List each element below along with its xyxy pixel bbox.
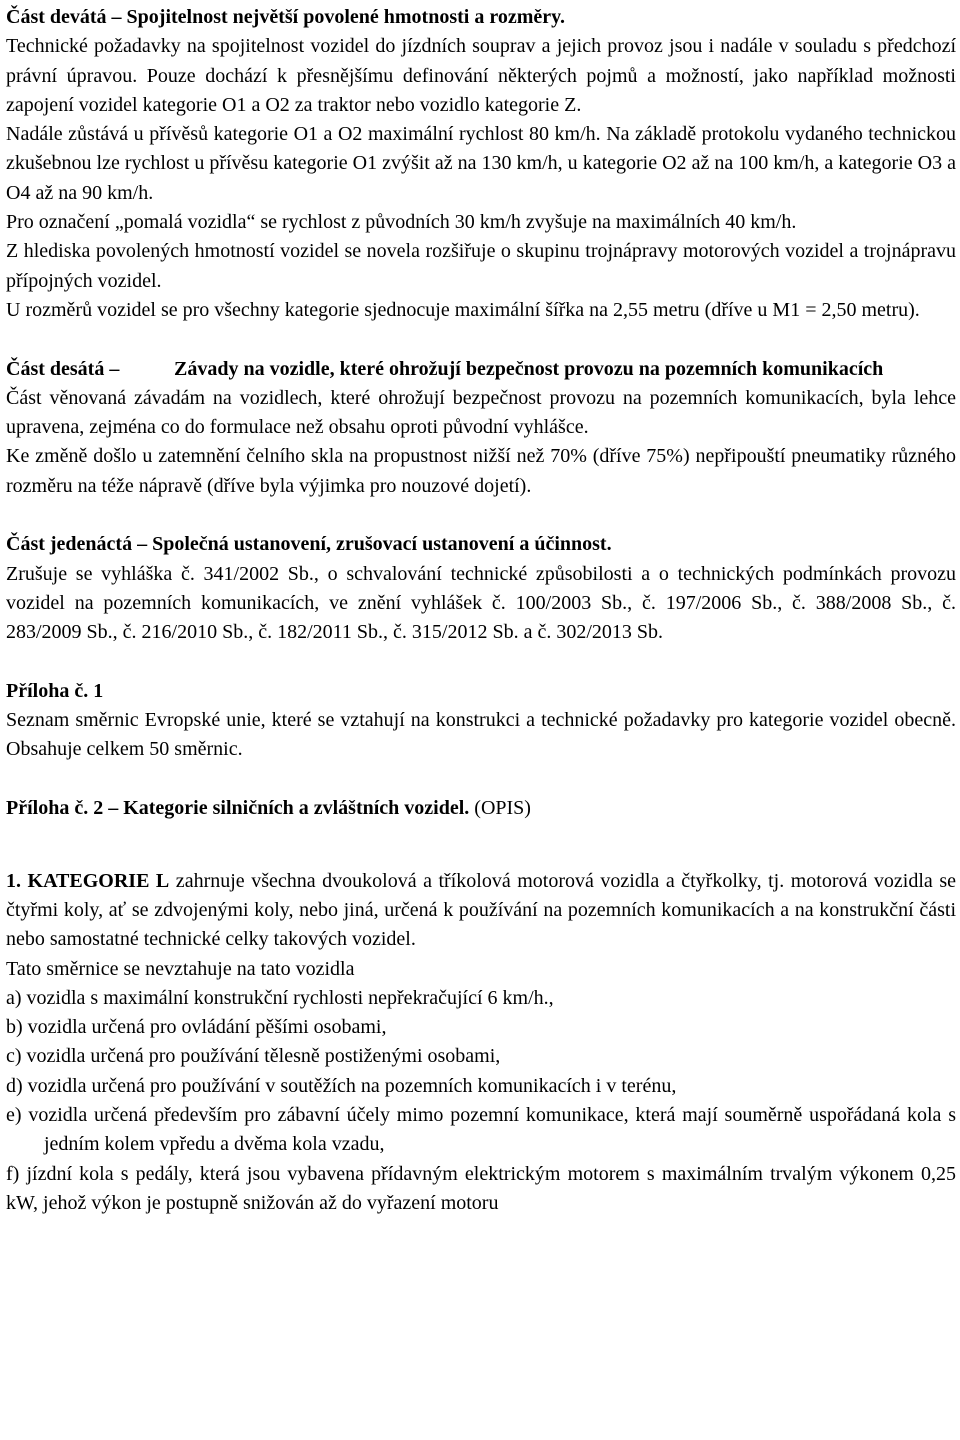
list-item-c: c) vozidla určená pro používání tělesně postiženými osobami, (6, 1045, 501, 1068)
part11-heading: Část jedenáctá – Společná ustanovení, zrušovací ustanovení a účinnost. (6, 533, 612, 556)
part11-paragraph-1: Zrušuje se vyhláška č. 341/2002 Sb., o schvalování technické způsobilosti a o technických podmínkách provozu vozidel na pozemních komunikacích, ve znění vyhlášek č. 100/2003 Sb., č. 197/2006 Sb., č. 388/2008 Sb., č. 283/2009 Sb., č. 216/2010 Sb., č. 182/2011 Sb., č. 315/2012 Sb. a č. 302/2013 Sb. (6, 562, 956, 644)
category-l-paragraph (6, 867, 956, 955)
part10-heading-title: Závady na vozidle, které ohrožují bezpečnost provozu na pozemních komunikacích (174, 357, 884, 380)
category-l-intro: Tato směrnice se nevztahuje na tato vozidla (6, 957, 355, 980)
category-l-text: zahrnuje všechna dvoukolová a tříkolová motorová vozidla a čtyřkolky, tj. motorová vozidla se čtyřmi koly, ať se zdvojenými koly, nebo jiná, určená k používání na pozemních komunikacích a na konstrukční části nebo samostatné technické celky takových vozidel. (6, 869, 956, 951)
list-item-a: a) vozidla s maximální konstrukční rychlosti nepřekračující 6 km/h., (6, 986, 554, 1009)
part10-paragraph-2: Ke změně došlo u zatemnění čelního skla na propustnost nižší než 70% (dříve 75%) nepřipouští pneumatiky různého rozměru na téže nápravě (dříve byla výjimka pro nouzové dojetí). (6, 445, 956, 497)
part9-paragraph-3: Pro označení „pomalá vozidla“ se rychlost z původních 30 km/h zvyšuje na maximálních 40 km/h. (6, 211, 797, 234)
spacer (6, 853, 956, 867)
category-l-label: 1. KATEGORIE L (6, 869, 170, 892)
part10-heading (6, 355, 956, 384)
list-item-f: f) jízdní kola s pedály, která jsou vybavena přídavným elektrickým motorem s maximálním trvalým výkonem 0,25 kW, jehož výkon je postupně snižován až do vyřazení motoru (6, 1162, 956, 1214)
part9-paragraph-1: Technické požadavky na spojitelnost vozidel do jízdních souprav a jejich provoz jsou i nadále v souladu s předchozí právní úpravou. Pouze dochází k přesnějšímu definování některých pojmů a možností, jako například možnosti zapojení vozidel kategorie O1 a O2 za traktor nebo vozidlo kategorie Z. (6, 35, 956, 116)
part10-heading-label: Část desátá – (6, 357, 120, 380)
annex2-heading-suffix: (OPIS) (474, 797, 531, 820)
list-item-e: e) vozidla určená především pro zábavní účely mimo pozemní komunikace, která mají souměrně uspořádaná kola s jedním kolem vpředu a dvěma kola vzadu, (6, 1103, 956, 1156)
annex1-paragraph: Seznam směrnic Evropské unie, které se vztahují na konstrukci a technické požadavky pro kategorie vozidel obecně. Obsahuje celkem 50 směrnic. (6, 709, 956, 761)
spacer (6, 765, 956, 794)
annex1-heading: Příloha č. 1 (6, 679, 104, 702)
annex2-heading-title: Příloha č. 2 – Kategorie silničních a zvláštních vozidel. (6, 797, 470, 820)
list-item-d: d) vozidla určená pro používání v soutěžích na pozemních komunikacích i v terénu, (6, 1074, 677, 1097)
spacer (6, 501, 956, 530)
list-item-b: b) vozidla určená pro ovládání pěšími osobami, (6, 1016, 387, 1039)
spacer (6, 325, 956, 354)
document-page (6, 3, 956, 1218)
part9-paragraph-2: Nadále zůstává u přívěsů kategorie O1 a O2 maximální rychlost 80 km/h. Na základě protokolu vydaného technickou zkušebnou lze rychlost u přívěsu kategorie O1 zvýšit až na 130 km/h, u kategorie O2 až na 100 km/h, a kategorie O3 a O4 až na 90 km/h. (6, 123, 956, 204)
part9-paragraph-5: U rozměrů vozidel se pro všechny kategorie sjednocuje maximální šířka na 2,55 metru (dříve u M1 = 2,50 metru). (6, 298, 920, 321)
part9-paragraph-4: Z hlediska povolených hmotností vozidel se novela rozšiřuje o skupinu trojnápravy motorových vozidel a trojnápravu přípojných vozidel. (6, 240, 956, 292)
spacer (6, 648, 956, 677)
spacer (6, 823, 956, 852)
annex2-heading (6, 794, 956, 823)
part9-heading: Část devátá – Spojitelnost největší povolené hmotnosti a rozměry. (6, 6, 566, 28)
part10-paragraph-1: Část věnovaná závadám na vozidlech, které ohrožují bezpečnost provozu na pozemních komunikacích, byla lehce upravena, zejména co do formulace než obsahu oproti původní vyhlášce. (6, 386, 956, 439)
